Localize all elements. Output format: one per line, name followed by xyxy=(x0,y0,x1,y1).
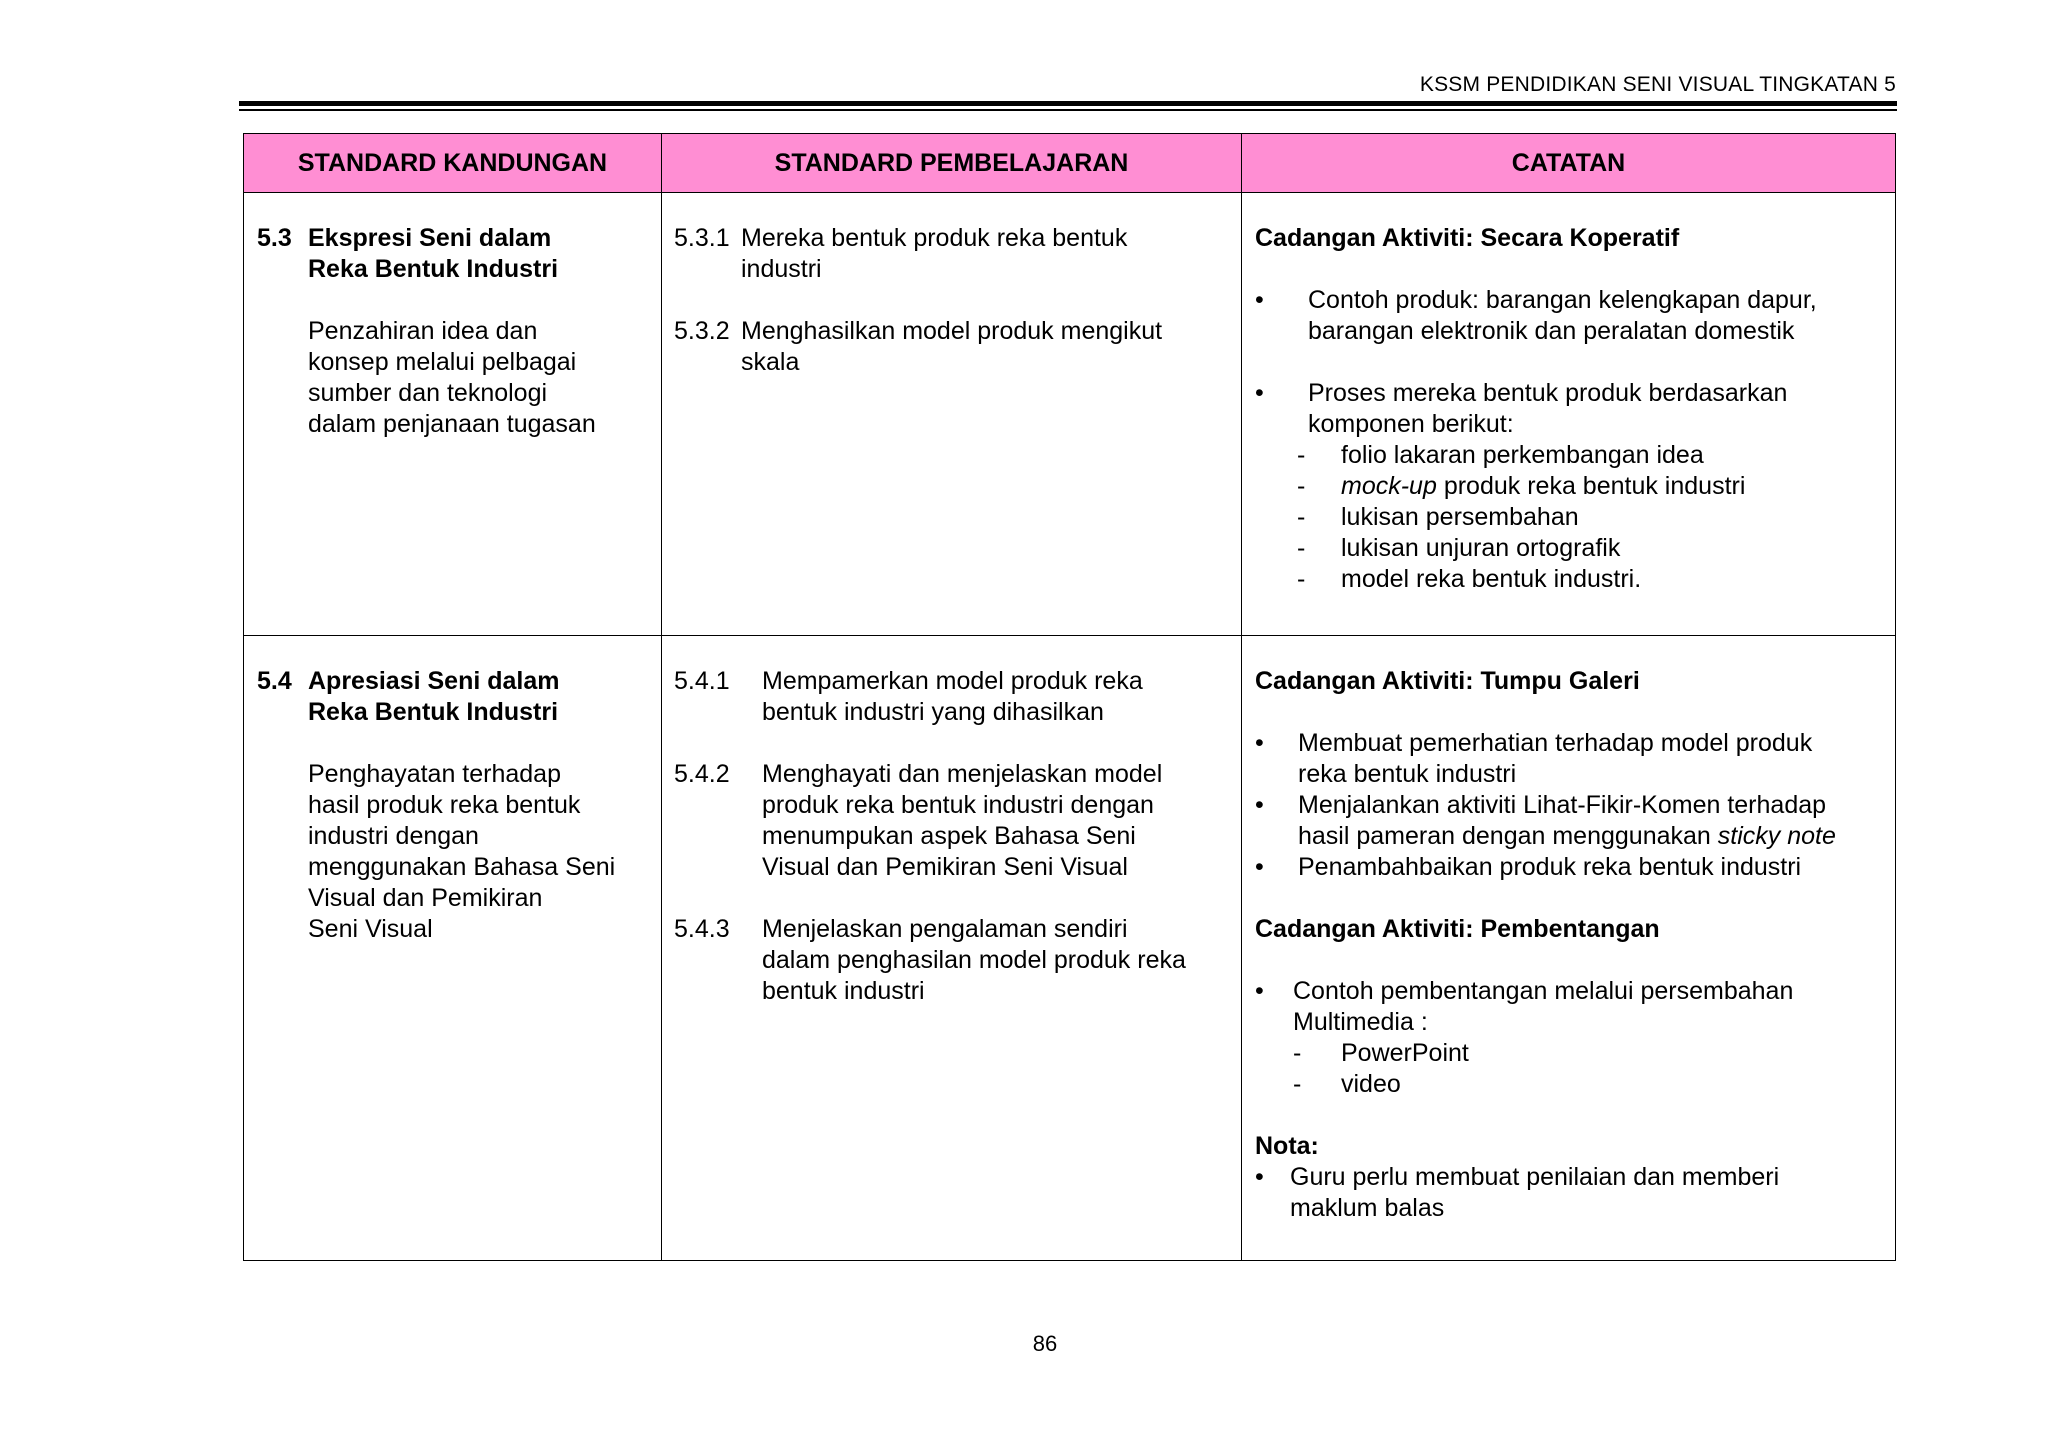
text-line: Seni Visual xyxy=(308,915,433,943)
list-item xyxy=(1255,728,1885,790)
text-line: menumpukan aspek Bahasa Seni xyxy=(762,822,1136,850)
catatan-cell-5-3 xyxy=(1242,193,1896,636)
header-rule-thin xyxy=(239,109,1897,111)
catatan-cell-5-4 xyxy=(1242,636,1896,1261)
list-item xyxy=(1255,852,1885,883)
text-line: menggunakan Bahasa Seni xyxy=(308,853,616,881)
text-line: Contoh produk: barangan kelengkapan dapur, xyxy=(1308,286,1817,314)
pembelajaran-item xyxy=(674,914,1241,1007)
kandungan-cell-5-3 xyxy=(244,193,662,636)
text-line: Ekspresi Seni dalam xyxy=(308,224,552,252)
curriculum-table xyxy=(243,133,1896,1261)
sub-list-item xyxy=(1255,564,1885,595)
pembelajaran-cell-5-3 xyxy=(662,193,1242,636)
text-line: lukisan persembahan xyxy=(1341,503,1579,531)
text-line: bentuk industri yang dihasilkan xyxy=(762,698,1104,726)
column-header-catatan: CATATAN xyxy=(1242,134,1896,193)
sub-list-item xyxy=(1255,1038,1885,1069)
nota-label: Nota: xyxy=(1255,1132,1319,1160)
text-line xyxy=(1341,471,1745,502)
dash-icon: - xyxy=(1297,565,1306,593)
catatan-heading: Cadangan Aktiviti: Tumpu Galeri xyxy=(1255,667,1640,695)
pembelajaran-number: 5.3.1 xyxy=(674,224,730,252)
list-item xyxy=(1255,285,1885,347)
sub-list-item xyxy=(1255,502,1885,533)
text-line: Proses mereka bentuk produk berdasarkan xyxy=(1308,379,1788,407)
kandungan-description xyxy=(308,759,661,945)
sub-list-item xyxy=(1255,1069,1885,1100)
list-item xyxy=(1255,1162,1885,1224)
text-line: Contoh pembentangan melalui persembahan xyxy=(1293,977,1794,1005)
document-header-title: KSSM PENDIDIKAN SENI VISUAL TINGKATAN 5 xyxy=(1419,73,1896,96)
catatan-heading: Cadangan Aktiviti: Secara Koperatif xyxy=(1255,224,1680,252)
text-line xyxy=(1298,821,1885,852)
text-line: Visual dan Pemikiran Seni Visual xyxy=(762,853,1128,881)
sub-list-item xyxy=(1255,440,1885,471)
list-item xyxy=(1255,790,1885,852)
dash-icon: - xyxy=(1297,503,1306,531)
pembelajaran-item xyxy=(674,666,1241,728)
text-line: Menghasilkan model produk mengikut xyxy=(741,317,1163,345)
text-line: Menjelaskan pengalaman sendiri xyxy=(762,915,1128,943)
column-header-kandungan: STANDARD KANDUNGAN xyxy=(244,134,662,193)
text-line: skala xyxy=(741,348,800,376)
pembelajaran-cell-5-4 xyxy=(662,636,1242,1261)
dash-icon: - xyxy=(1297,472,1306,500)
text-line: hasil produk reka bentuk xyxy=(308,791,581,819)
pembelajaran-number: 5.4.2 xyxy=(674,760,730,788)
text-line: industri dengan xyxy=(308,822,479,850)
text-line: Guru perlu membuat penilaian dan memberi xyxy=(1290,1163,1780,1191)
sub-list-item xyxy=(1255,471,1885,502)
kandungan-description xyxy=(308,316,661,440)
text-line: Multimedia : xyxy=(1293,1008,1428,1036)
text-line: maklum balas xyxy=(1290,1194,1445,1222)
bullet-icon: • xyxy=(1255,853,1264,881)
pembelajaran-item xyxy=(674,759,1241,883)
text-line: Menjalankan aktiviti Lihat-Fikir-Komen terhadap xyxy=(1298,791,1827,819)
italic-term: mock-up xyxy=(1341,472,1437,500)
text-line: Reka Bentuk Industri xyxy=(308,698,559,726)
text-line: komponen berikut: xyxy=(1308,410,1514,438)
kandungan-number: 5.4 xyxy=(257,667,292,695)
column-header-pembelajaran: STANDARD PEMBELAJARAN xyxy=(662,134,1242,193)
dash-icon: - xyxy=(1293,1070,1302,1098)
text-line: dalam penghasilan model produk reka xyxy=(762,946,1186,974)
text-line: Menghayati dan menjelaskan model xyxy=(762,760,1163,788)
pembelajaran-number: 5.4.1 xyxy=(674,667,730,695)
text-line: folio lakaran perkembangan idea xyxy=(1341,441,1704,469)
text-line: dalam penjanaan tugasan xyxy=(308,410,596,438)
text-line: model reka bentuk industri. xyxy=(1341,565,1642,593)
dash-icon: - xyxy=(1297,534,1306,562)
text-line: reka bentuk industri xyxy=(1298,760,1517,788)
text-line: video xyxy=(1341,1070,1401,1098)
kandungan-number: 5.3 xyxy=(257,224,292,252)
text-line: Visual dan Pemikiran xyxy=(308,884,543,912)
pembelajaran-number: 5.4.3 xyxy=(674,915,730,943)
list-item xyxy=(1255,976,1885,1038)
text-line: Apresiasi Seni dalam xyxy=(308,667,560,695)
kandungan-title xyxy=(308,223,661,285)
text-line: Penambahbaikan produk reka bentuk industri xyxy=(1298,853,1802,881)
header-rule-thick xyxy=(239,101,1897,106)
pembelajaran-item xyxy=(674,316,1241,378)
italic-term: sticky note xyxy=(1717,822,1836,850)
text-line: konsep melalui pelbagai xyxy=(308,348,577,376)
pembelajaran-number: 5.3.2 xyxy=(674,317,730,345)
text-line: Penghayatan terhadap xyxy=(308,760,561,788)
table-header-row xyxy=(244,134,1896,193)
text-line: PowerPoint xyxy=(1341,1039,1469,1067)
text-line: lukisan unjuran ortografik xyxy=(1341,534,1621,562)
bullet-icon: • xyxy=(1255,729,1264,757)
text-line: Reka Bentuk Industri xyxy=(308,255,559,283)
dash-icon: - xyxy=(1293,1039,1302,1067)
text-line: sumber dan teknologi xyxy=(308,379,548,407)
table-row xyxy=(244,636,1896,1261)
text-line: produk reka bentuk industri dengan xyxy=(762,791,1154,819)
bullet-icon: • xyxy=(1255,1163,1264,1191)
page-number: 86 xyxy=(1032,1331,1058,1356)
bullet-icon: • xyxy=(1255,977,1264,1005)
text-span: produk reka bentuk industri xyxy=(1443,472,1746,500)
text-line: Mempamerkan model produk reka xyxy=(762,667,1143,695)
dash-icon: - xyxy=(1297,441,1306,469)
text-line: Penzahiran idea dan xyxy=(308,317,538,345)
text-span: hasil pameran dengan menggunakan xyxy=(1298,822,1711,850)
kandungan-title xyxy=(308,666,661,728)
bullet-icon: • xyxy=(1255,286,1264,314)
text-line: barangan elektronik dan peralatan domestik xyxy=(1308,317,1795,345)
bullet-icon: • xyxy=(1255,791,1264,819)
sub-list-item xyxy=(1255,533,1885,564)
table-row xyxy=(244,193,1896,636)
bullet-icon: • xyxy=(1255,379,1264,407)
text-line: bentuk industri xyxy=(762,977,925,1005)
text-line: Membuat pemerhatian terhadap model produk xyxy=(1298,729,1813,757)
pembelajaran-item xyxy=(674,223,1241,285)
list-item xyxy=(1255,378,1885,440)
text-line: industri xyxy=(741,255,822,283)
kandungan-cell-5-4 xyxy=(244,636,662,1261)
text-line: Mereka bentuk produk reka bentuk xyxy=(741,224,1128,252)
catatan-heading: Cadangan Aktiviti: Pembentangan xyxy=(1255,915,1660,943)
